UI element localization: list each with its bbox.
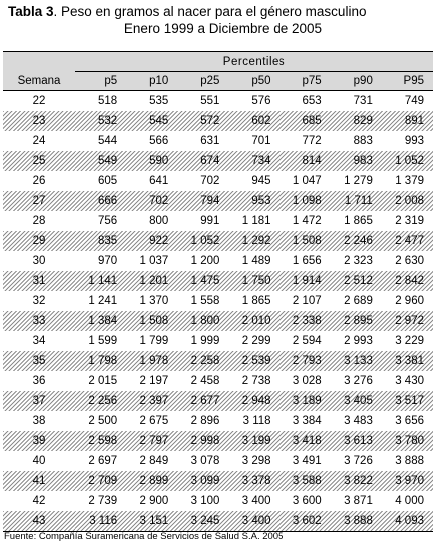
cell-p10: 1 037: [139, 255, 169, 267]
cell-p25: 1 475: [177, 271, 228, 291]
table-row: [3, 431, 433, 451]
cell-p75: 3 384: [292, 415, 322, 427]
table-title-period: Enero 1999 a Diciembre de 2005: [123, 21, 323, 36]
cell-p95: 993: [404, 135, 424, 147]
cell-p90: 3 888: [331, 511, 382, 532]
cell-p5: 3 116: [75, 511, 126, 532]
cell-p75: 653: [302, 95, 322, 107]
percentile-table-container: [3, 51, 433, 530]
cell-p90: 2 689: [344, 295, 373, 307]
cell-p75: 814: [280, 151, 331, 171]
cell-p10: 1 370: [139, 295, 169, 307]
cell-p95: 2 972: [382, 311, 433, 331]
cell-semana: 34: [32, 335, 46, 347]
cell-p75: 1 098: [280, 191, 331, 211]
cell-p50: 2 010: [228, 311, 279, 331]
cell-p25: 3 245: [177, 511, 228, 532]
cell-p50: 602: [228, 111, 279, 131]
cell-p90: 829: [331, 111, 382, 131]
cell-p5: 544: [97, 135, 118, 147]
cell-p50: 701: [251, 135, 271, 147]
cell-p95: 1 379: [395, 175, 424, 187]
cell-p25: 1 558: [190, 295, 220, 307]
cell-p95: 3 517: [382, 391, 433, 411]
cell-p95: 3 888: [395, 455, 424, 467]
cell-p90: 3 613: [331, 431, 382, 451]
cell-p90: 1 865: [344, 215, 373, 227]
table-row: [3, 391, 433, 411]
cell-p90: 2 895: [331, 311, 382, 331]
cell-p75: 2 338: [280, 311, 331, 331]
cell-p95: 3 656: [395, 415, 424, 427]
cell-semana: 27: [3, 191, 75, 211]
cell-semana: 23: [3, 111, 75, 131]
column-header-p10: p10: [126, 72, 177, 91]
cell-semana: 39: [3, 431, 75, 451]
cell-p10: 1 978: [126, 351, 177, 371]
cell-p50: 2 299: [241, 335, 271, 347]
cell-p5: 666: [75, 191, 126, 211]
cell-p95: 749: [404, 95, 424, 107]
cell-p10: 545: [126, 111, 177, 131]
cell-p25: 2 896: [190, 415, 220, 427]
cell-p25: 674: [177, 151, 228, 171]
percentile-table: [3, 51, 433, 532]
cell-p5: 2 697: [88, 455, 118, 467]
cell-p75: 772: [302, 135, 322, 147]
table-row: [3, 151, 433, 171]
cell-p95: 2 477: [382, 231, 433, 251]
cell-semana: 31: [3, 271, 75, 291]
cell-p75: 2 793: [280, 351, 331, 371]
cell-p95: 3 381: [382, 351, 433, 371]
cell-p90: 1 711: [331, 191, 382, 211]
table-row: [3, 311, 433, 331]
table-row: [3, 211, 433, 231]
cell-p75: 2 594: [292, 335, 322, 347]
cell-p50: 3 400: [241, 495, 271, 507]
column-header-p5: p5: [75, 72, 126, 91]
cell-p10: 1 799: [139, 335, 169, 347]
cell-p5: 2 709: [75, 471, 126, 491]
cell-semana: 37: [3, 391, 75, 411]
cell-p5: 970: [97, 255, 118, 267]
cell-p90: 983: [331, 151, 382, 171]
cell-semana: 41: [3, 471, 75, 491]
cell-p50: 1 181: [241, 215, 271, 227]
header-row-group: [3, 52, 433, 72]
cell-p5: 549: [75, 151, 126, 171]
cell-p25: 3 099: [177, 471, 228, 491]
cell-p10: 2 900: [139, 495, 169, 507]
cell-p95: 3 229: [395, 335, 424, 347]
cell-p75: 1 472: [292, 215, 322, 227]
table-row: [3, 251, 433, 271]
cell-p5: 2 739: [88, 495, 118, 507]
table-title: [8, 3, 432, 37]
cell-semana: 42: [32, 495, 46, 507]
cell-p10: 2 849: [139, 455, 169, 467]
cell-p5: 1 384: [75, 311, 126, 331]
table-row: [3, 91, 433, 112]
table-body: [3, 91, 433, 532]
table-row: [3, 491, 433, 511]
percentiles-group-header: Percentiles: [75, 52, 433, 72]
cell-p95: 891: [382, 111, 433, 131]
cell-p5: 756: [97, 215, 118, 227]
table-row: [3, 231, 433, 251]
cell-p50: 734: [228, 151, 279, 171]
cell-p10: 702: [126, 191, 177, 211]
cell-p10: 2 397: [126, 391, 177, 411]
cell-p5: 518: [97, 95, 118, 107]
cell-p95: 1 052: [382, 151, 433, 171]
cell-p10: 535: [149, 95, 169, 107]
cell-p95: 3 430: [395, 375, 424, 387]
table-row: [3, 191, 433, 211]
cell-p95: 2 319: [395, 215, 424, 227]
cell-p50: 945: [251, 175, 271, 187]
table-row: [3, 351, 433, 371]
cell-semana: 25: [3, 151, 75, 171]
cell-p10: 566: [149, 135, 169, 147]
table-row: [3, 511, 433, 532]
cell-p50: 953: [228, 191, 279, 211]
table-row: [3, 171, 433, 191]
cell-p90: 3 822: [331, 471, 382, 491]
cell-p90: 2 993: [344, 335, 373, 347]
cell-semana: 36: [32, 375, 46, 387]
source-note: Fuente: Compañía Suramericana de Servicios de Salud S.A. 2005: [4, 531, 284, 542]
cell-p90: 731: [353, 95, 373, 107]
cell-p75: 1 656: [292, 255, 322, 267]
cell-p25: 2 998: [177, 431, 228, 451]
cell-p25: 2 677: [177, 391, 228, 411]
cell-p10: 800: [149, 215, 169, 227]
cell-p5: 532: [75, 111, 126, 131]
cell-p50: 1 750: [228, 271, 279, 291]
cell-p75: 3 028: [292, 375, 322, 387]
cell-p50: 2 948: [228, 391, 279, 411]
cell-p95: 3 780: [382, 431, 433, 451]
cell-p50: 576: [251, 95, 271, 107]
cell-p25: 1 200: [190, 255, 220, 267]
cell-p50: 2 539: [228, 351, 279, 371]
table-row: [3, 451, 433, 471]
column-header-p25: p25: [177, 72, 228, 91]
cell-p25: 1 999: [190, 335, 220, 347]
table-row: [3, 331, 433, 351]
cell-semana: 26: [32, 175, 46, 187]
cell-p25: 3 078: [190, 455, 220, 467]
cell-p90: 2 246: [331, 231, 382, 251]
cell-p25: 1 052: [177, 231, 228, 251]
table-row: [3, 291, 433, 311]
cell-p50: 3 378: [228, 471, 279, 491]
table-title-text: . Peso en gramos al nacer para el género masculino: [53, 4, 367, 19]
cell-p10: 1 508: [126, 311, 177, 331]
cell-p25: 702: [200, 175, 220, 187]
cell-p75: 3 602: [280, 511, 331, 532]
cell-semana: 30: [32, 255, 46, 267]
table-row: [3, 411, 433, 431]
column-header-p95: P95: [382, 72, 433, 91]
cell-p50: 3 118: [242, 415, 271, 427]
cell-p10: 1 201: [126, 271, 177, 291]
cell-semana: 24: [32, 135, 46, 147]
table-title-label: Tabla 3: [8, 4, 54, 19]
cell-p95: 4 093: [382, 511, 433, 532]
cell-p25: 2 458: [190, 375, 220, 387]
cell-p90: 2 512: [331, 271, 382, 291]
cell-p5: 835: [75, 231, 126, 251]
cell-p25: 991: [200, 215, 220, 227]
cell-p25: 1 800: [177, 311, 228, 331]
column-header-p50: p50: [228, 72, 279, 91]
cell-p90: 3 483: [344, 415, 373, 427]
table-row: [3, 111, 433, 131]
cell-p90: 3 871: [344, 495, 373, 507]
cell-p10: 590: [126, 151, 177, 171]
column-header-p75: p75: [280, 72, 331, 91]
cell-p50: 2 738: [241, 375, 271, 387]
table-row: [3, 471, 433, 491]
cell-p95: 2 008: [382, 191, 433, 211]
cell-p10: 641: [149, 175, 169, 187]
cell-semana: 28: [32, 215, 46, 227]
cell-p50: 3 400: [228, 511, 279, 532]
cell-p25: 572: [177, 111, 228, 131]
cell-semana: 40: [32, 455, 46, 467]
cell-p75: 685: [280, 111, 331, 131]
cell-p90: 1 279: [344, 175, 373, 187]
cell-p75: 1 508: [280, 231, 331, 251]
cell-p25: 2 258: [177, 351, 228, 371]
cell-semana: 33: [3, 311, 75, 331]
cell-semana: 43: [3, 511, 75, 532]
cell-p10: 2 797: [126, 431, 177, 451]
cell-p5: 2 500: [88, 415, 118, 427]
cell-p10: 2 197: [139, 375, 169, 387]
cell-p5: 2 598: [75, 431, 126, 451]
cell-semana: 32: [32, 295, 46, 307]
cell-p10: 3 151: [126, 511, 177, 532]
cell-p75: 3 418: [280, 431, 331, 451]
cell-p95: 4 000: [395, 495, 424, 507]
cell-p75: 2 107: [292, 295, 322, 307]
column-header-semana: Semana: [3, 72, 75, 91]
cell-p90: 3 405: [331, 391, 382, 411]
cell-p5: 1 241: [88, 295, 118, 307]
cell-p5: 1 141: [75, 271, 126, 291]
cell-p50: 1 292: [228, 231, 279, 251]
cell-p50: 1 865: [241, 295, 271, 307]
cell-p75: 3 189: [280, 391, 331, 411]
cell-p25: 794: [177, 191, 228, 211]
cell-p5: 2 015: [88, 375, 118, 387]
cell-p90: 3 276: [344, 375, 373, 387]
cell-p95: 2 960: [395, 295, 424, 307]
table-row: [3, 371, 433, 391]
header-row-columns: [3, 72, 433, 91]
cell-p25: 631: [200, 135, 220, 147]
cell-p90: 2 323: [344, 255, 373, 267]
cell-p75: 3 588: [280, 471, 331, 491]
cell-p95: 2 630: [395, 255, 424, 267]
cell-p90: 3 726: [344, 455, 373, 467]
cell-semana: 29: [3, 231, 75, 251]
cell-p10: 2 675: [139, 415, 169, 427]
cell-p75: 3 600: [292, 495, 322, 507]
cell-p50: 3 298: [241, 455, 271, 467]
cell-p50: 3 199: [228, 431, 279, 451]
cell-p95: 3 970: [382, 471, 433, 491]
cell-semana: 35: [3, 351, 75, 371]
cell-p75: 3 491: [292, 455, 322, 467]
cell-p75: 1 914: [280, 271, 331, 291]
cell-p5: 2 256: [75, 391, 126, 411]
cell-semana: 22: [32, 95, 46, 107]
cell-p10: 2 899: [126, 471, 177, 491]
cell-p25: 551: [200, 95, 220, 107]
cell-p5: 1 798: [75, 351, 126, 371]
cell-p90: 883: [353, 135, 373, 147]
column-header-p90: p90: [331, 72, 382, 91]
cell-p75: 1 047: [292, 175, 322, 187]
cell-p5: 605: [97, 175, 118, 187]
cell-semana: 38: [32, 415, 46, 427]
cell-p50: 1 489: [241, 255, 271, 267]
table-row: [3, 271, 433, 291]
cell-p10: 922: [126, 231, 177, 251]
cell-p95: 2 842: [382, 271, 433, 291]
cell-p25: 3 100: [190, 495, 220, 507]
cell-p90: 3 133: [331, 351, 382, 371]
cell-p5: 1 599: [88, 335, 118, 347]
table-row: [3, 131, 433, 151]
